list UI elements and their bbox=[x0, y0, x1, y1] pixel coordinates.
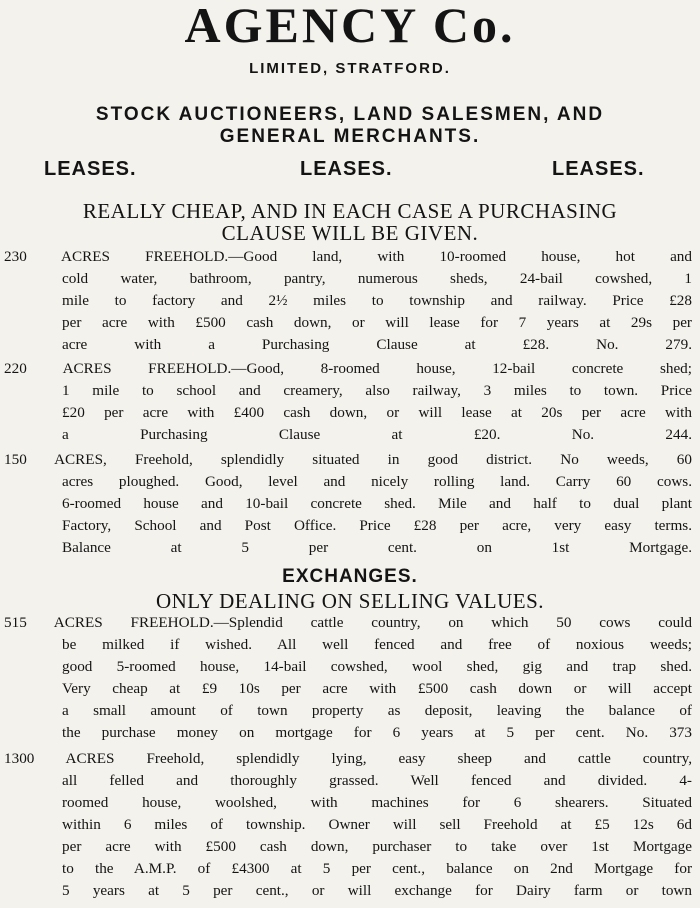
listing-1300-acres bbox=[0, 748, 700, 902]
listing-line: Balance at 5 per cent. on 1st Mortgage. bbox=[62, 539, 692, 556]
listing-line: acres ploughed. Good, level and nicely rolling land. Carry 60 cows. bbox=[62, 473, 692, 490]
listing-line: 1300 ACRES Freehold, splendidly lying, easy sheep and cattle country, bbox=[4, 750, 692, 767]
listing-line: per acre with £500 cash down, purchaser to take over 1st Mortgage bbox=[62, 838, 692, 855]
listing-line: 150 ACRES, Freehold, splendidly situated in good district. No weeds, 60 bbox=[4, 451, 692, 468]
listing-line: 1 mile to school and creamery, also railway, 3 miles to town. Price bbox=[62, 382, 692, 399]
listing-line: 230 ACRES FREEHOLD.—Good land, with 10-roomed house, hot and bbox=[4, 248, 692, 265]
trade-line-2: GENERAL MERCHANTS. bbox=[219, 126, 481, 147]
listing-line: the purchase money on mortgage for 6 years at 5 per cent. No. 373 bbox=[62, 724, 692, 741]
leases-label-center: LEASES. bbox=[300, 158, 393, 180]
exchanges-heading: EXCHANGES. bbox=[282, 566, 418, 587]
listing-line: mile to factory and 2½ miles to township and railway. Price £28 bbox=[62, 292, 692, 309]
leases-banner bbox=[0, 158, 700, 184]
listing-line: to the A.M.P. of £4300 at 5 per cent., balance on 2nd Mortgage for bbox=[62, 860, 692, 877]
listing-line: Factory, School and Post Office. Price £28 per acre, very easy terms. bbox=[62, 517, 692, 534]
listing-line: cold water, bathroom, pantry, numerous sheds, 24-bail cowshed, 1 bbox=[62, 270, 692, 287]
listing-line: 220 ACRES FREEHOLD.—Good, 8-roomed house, 12-bail concrete shed; bbox=[4, 360, 692, 377]
listing-line: per acre with £500 cash down, or will lease for 7 years at 29s per bbox=[62, 314, 692, 331]
headline-line-1: REALLY CHEAP, AND IN EACH CASE A PURCHASING bbox=[82, 199, 618, 223]
leases-label-left: LEASES. bbox=[44, 158, 137, 180]
listing-line: 6-roomed house and 10-bail concrete shed. Mile and half to dual plant bbox=[62, 495, 692, 512]
company-name: AGENCY Co. bbox=[184, 0, 516, 53]
listing-line: £20 per acre with £400 cash down, or will lease at 20s per acre with bbox=[62, 404, 692, 421]
listing-515-acres bbox=[0, 612, 700, 744]
listing-line: 515 ACRES FREEHOLD.—Splendid cattle country, on which 50 cows could bbox=[4, 614, 692, 631]
listing-line: roomed house, woolshed, with machines for 6 shearers. Situated bbox=[62, 794, 692, 811]
listing-220-acres bbox=[0, 358, 700, 446]
trade-line-1: STOCK AUCTIONEERS, LAND SALESMEN, AND bbox=[95, 104, 605, 125]
listing-line: all felled and thoroughly grassed. Well fenced and divided. 4- bbox=[62, 772, 692, 789]
headline bbox=[0, 200, 700, 244]
company-location: LIMITED, STRATFORD. bbox=[249, 60, 451, 77]
listing-line: be milked if wished. All well fenced and free of noxious weeds; bbox=[62, 636, 692, 653]
listing-line: a small amount of town property as deposit, leaving the balance of bbox=[62, 702, 692, 719]
listing-line: a Purchasing Clause at £20. No. 244. bbox=[62, 426, 692, 443]
listing-line: Very cheap at £9 10s per acre with £500 cash down or will accept bbox=[62, 680, 692, 697]
leases-label-right: LEASES. bbox=[552, 158, 645, 180]
listing-230-acres bbox=[0, 246, 700, 356]
headline-line-2: CLAUSE WILL BE GIVEN. bbox=[221, 221, 479, 245]
exchanges-subheading: ONLY DEALING ON SELLING VALUES. bbox=[155, 589, 545, 613]
listing-150-acres bbox=[0, 449, 700, 559]
listing-line: within 6 miles of township. Owner will sell Freehold at £5 12s 6d bbox=[62, 816, 692, 833]
listing-line: acre with a Purchasing Clause at £28. No. 279. bbox=[62, 336, 692, 353]
listing-line: good 5-roomed house, 14-bail cowshed, wool shed, gig and trap shed. bbox=[62, 658, 692, 675]
listing-line: 5 years at 5 per cent., or will exchange for Dairy farm or town bbox=[62, 882, 692, 899]
